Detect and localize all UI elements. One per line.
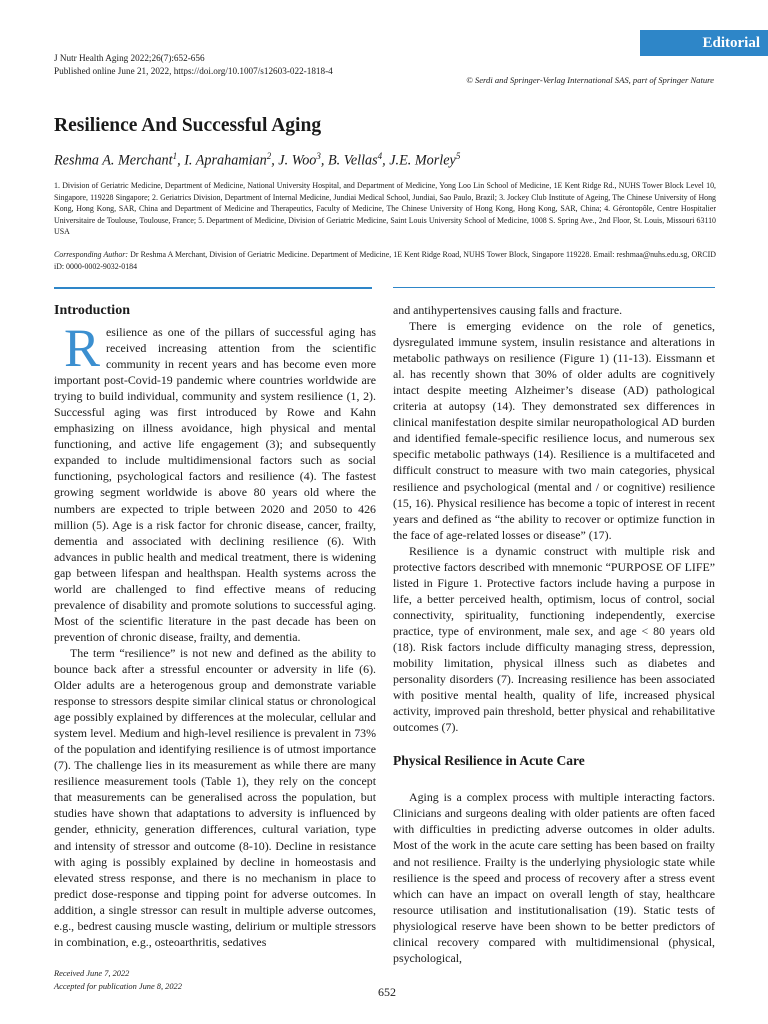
author-affil-number: 5 (455, 151, 461, 161)
author-name: J. Woo (278, 152, 317, 169)
received-date: Received June 7, 2022 (54, 969, 130, 978)
publication-doi: Published online June 21, 2022, https://doi.org/10.1007/s12603-022-1818-4 (54, 66, 333, 76)
paragraph-continuation: and antihypertensives causing falls and fracture. (393, 303, 623, 317)
genetics-paragraph: There is emerging evidence on the role of genetics, dysregulated immune system, insulin resistance and alterations in metabolic pathways on resilience (Figure 1) (11-13). Eissmann et al. has recently shown that 30% of older adults are cognitively intact despite meeting Alzheimer’s disease (AD) pathological criteria at autopsy (14). They demonstrated sex differences in clinical manifestation despite similar neuropathological AD burden and identified female-specific resilience locus, and numerous sex specific metabolic pathways (14). Resilience is a multifaceted and difficult construct to measure with two main categories, physical resilience and psychological (mental and / or cognitive) resilience (15, 16). Physical resilience has become a topic of interest in recent years and defined as “the ability to recover or optimize function in the face of age-related losses or disease” (17). (393, 319, 715, 542)
purpose-of-life-paragraph: Resilience is a dynamic construct with multiple risk and protective factors described with mnemonic “PURPOSE OF LIFE” listed in Figure 1. Protective factors include having a purpose in life, a better perceived health, optimism, locus of control, social connectivity, spirituality, functioning independently, exercise practice, type of environment, male sex, and age < 80 years old (18). Risk factors include difficulty managing stress, depression, mobility limitation, physical illness such as diabetes and personality disorders (7). Increasing resilience has been associated with positive mental health, quality of life, increased physical activity, improved pain threshold, better physical and rehabilitative outcomes (7). (393, 543, 715, 735)
right-column (393, 302, 715, 966)
author-list: Reshma A. Merchant$^1$, I. Aprahamian$^2$, J. Woo$^3$, B. Vellas$^4$, J.E. Morley$^5$ (54, 151, 461, 169)
journal-citation: J Nutr Health Aging 2022;26(7):652-656 (54, 53, 205, 63)
physical-resilience-heading: Physical Resilience in Acute Care (393, 753, 585, 769)
accepted-date: Accepted for publication June 8, 2022 (54, 982, 182, 991)
author-affil-number: 1 (172, 151, 178, 161)
corresponding-author (54, 249, 716, 272)
affiliations: 1. Division of Geriatric Medicine, Department of Medicine, National University Hospital, and Department of Medicine, Yong Loo Lin School of Medicine, 1E Kent Ridge Rd., NUHS Tower Block Level 10, Singapore, 119228 Singapore; 2. Geriatrics Division, Department of Internal Medicine, Jundiai Medical School, Jundiai, Sao Paulo, Brazil; 3. Jockey Club Institute of Ageing, The Chinese University of Hong Kong, Hong Kong, SAR, China and Department of Medicine and Therapeutics, Faculty of Medicine, The Chinese University of Hong Kong, Hong Kong, SAR, China; 4. Gérontopôle, Centre Hospitalier Universitaire de Toulouse, Toulouse, France; 5. Department of Medicine, Division of Geriatric Medicine, Saint Louis University School of Medicine, 1008 S. Spring Ave., 2nd Floor, St. Louis, Missouri 63110 USA (54, 181, 716, 237)
intro-paragraph-1 (54, 318, 376, 645)
page-number: 652 (378, 985, 396, 999)
section-divider-left (54, 287, 372, 289)
copyright-notice: © Serdi and Springer-Verlag International SAS, part of Springer Nature (466, 75, 714, 85)
editorial-banner: Editorial (640, 30, 768, 56)
author-name: I. Aprahamian (184, 152, 267, 169)
introduction-heading: Introduction (54, 303, 130, 318)
left-column (54, 318, 376, 950)
corresponding-details: Dr Reshma A Merchant, Division of Geriatric Medicine. Department of Medicine, 1E Kent Ridge Road, NUHS Tower Block, Singapore 119228. Email: reshmaa@nuhs.edu.sg, ORCID iD: 0000-0002-9032-0184 (54, 250, 716, 271)
author-name: J.E. Morley (389, 152, 456, 169)
intro-paragraph-2: The term “resilience” is not new and defined as the ability to bounce back after a stressful encounter or adversity in life (6). Older adults are a heterogenous group and demonstrate variable response to stressors despite similar clinical status or chronological age possibly explained by differences at the molecular, cellular and system level. Medium and high-level resilience is prevalent in 73% of the population and identifying resilience is of utmost importance (7). The challenge lies in its measurement as while there are many resilience measurement tools (Table 1), they rely on the concept that measurements can be generalised across the population, but studies have shown that adaptations to adversity is influenced by gender, ethnicity, generation differences, cultural variation, type and intensity of stressor and outcome (8-10). Decline in resistance with aging is possibly explained by decline in homeostasis and elevated stress response, and there is no mechanism in place to predict dose-response and tipping point for adverse outcomes. In addition, a single stressor can result in multiple adverse outcomes, e.g., bedrest causing muscle wasting, delirium or multiple stressors in combination, e.g., osteoarthritis, sedatives (54, 645, 376, 949)
intro-paragraph-1-text: esilience as one of the pillars of successful aging has received increasing attention from the scientific community in recent years and has become even more important post-Covid-19 pandemic where countries worldwide are trying to build individual, community and system resilience (1, 2). Successful aging was first introduced by Rowe and Kahn emphasizing on illness avoidance, high physical and mental functioning, and active life engagement (3); and subsequently expanded to include multidimensional factors such as social functioning, psychological factors and resilience (4). The fastest growing segment worldwide is above 80 years old where the numbers are expected to triple between 2020 and 2050 to 426 million (5). Age is a risk factor for chronic disease, cancer, frailty, dementia and associated with declining resilience (6). With advances in public health and medical treatment, there is widening gap between lifespan and healthspan. Health systems across the world are challenged to find effective means of reducing prevalence of disability and promote solutions to successful aging. Most of the scientific literature in the past decade has been on prevention of chronic disease, frailty, and dementia. (54, 325, 376, 644)
author-affil-number: 2 (266, 151, 272, 161)
section-divider-right (393, 287, 715, 288)
drop-cap: R (64, 318, 101, 378)
corresponding-label: Corresponding Author: (54, 250, 129, 259)
author-affil-number: 4 (377, 151, 383, 161)
article-title: Resilience And Successful Aging (54, 115, 322, 136)
author-name: B. Vellas (327, 152, 378, 169)
acute-care-paragraph: Aging is a complex process with multiple interacting factors. Clinicians and surgeons dealing with older patients are often faced with difficulties in predicting adverse outcomes in older adults. Most of the work in the acute care setting has been based on frailty and not resilience. Frailty is the underlying physiologic state while resilience is the speed and process of recovery after a stress event which can have an impact on overall length of stay, healthcare resource utilisation and institutionalisation (19). Static tests of physiological reserve have been shown to be better predictors of clinical recovery compared with multidimensional (physical, psychological, (393, 790, 715, 965)
author-name: Reshma A. Merchant (54, 152, 173, 169)
author-affil-number: 3 (316, 151, 321, 161)
